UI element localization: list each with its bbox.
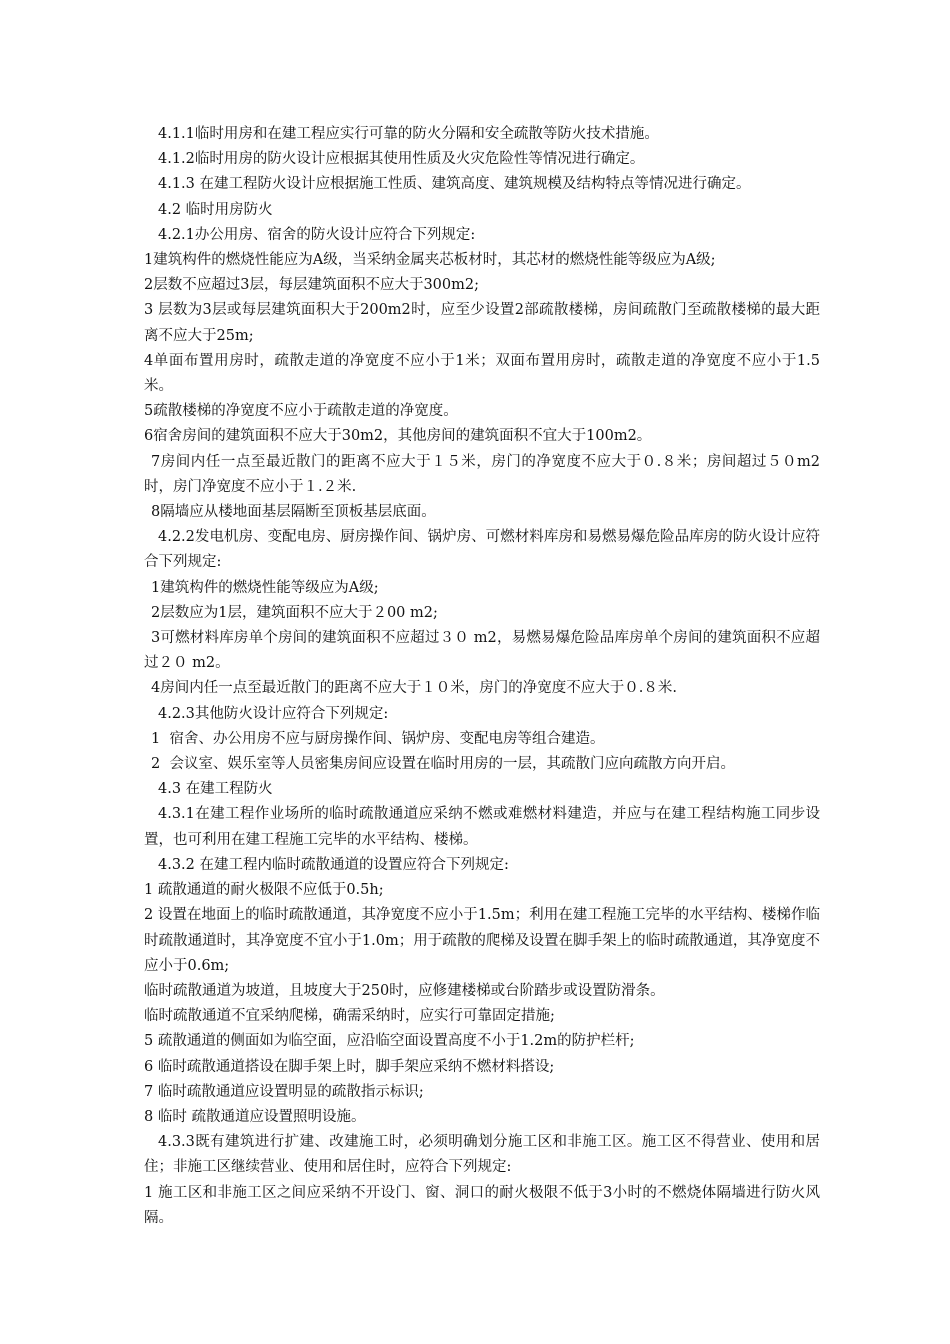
list-item: 6宿舍房间的建筑面积不应大于30m2，其他房间的建筑面积不宜大于100m2。 xyxy=(144,428,652,445)
list-item: 5疏散楼梯的净宽度不应小于疏散走道的净宽度。 xyxy=(144,403,458,420)
paragraph-4-1-3: 4.1.3 在建工程防火设计应根据施工性质、建筑高度、建筑规模及结构特点等情况进行确定。 xyxy=(158,176,751,193)
list-item: 3 层数为3层或每层建筑面积大于200m2时，应至少设置2部疏散楼梯，房间疏散门至疏散楼梯的最大距离不应大于25m; xyxy=(144,302,820,344)
list-item: 4单面布置用房时，疏散走道的净宽度不应小于1米；双面布置用房时，疏散走道的净宽度不应小于1.5米。 xyxy=(144,352,820,395)
list-item: 4房间内任一点至最近散门的距离不应大于１０米，房门的净宽度不应大于０.８米. xyxy=(151,680,677,697)
paragraph-4-2-2: 4.2.2发电机房、变配电房、厨房操作间、锅炉房、可燃材料库房和易燃易爆危险品库房的防火设计应符合下列规定: xyxy=(144,529,820,571)
list-item: 1建筑构件的燃烧性能等级应为A级; xyxy=(151,579,379,596)
list-item: 1 宿舍、办公用房不应与厨房操作间、锅炉房、变配电房等组合建造。 xyxy=(151,730,605,747)
list-item: 临时疏散通道不宜采纳爬梯，确需采纳时，应实行可靠固定措施; xyxy=(144,1008,555,1025)
section-heading-4-3: 4.3 在建工程防火 xyxy=(158,781,273,798)
list-item: 2层数应为1层，建筑面积不应大于２00 m2; xyxy=(151,604,438,621)
list-item: 7房间内任一点至最近散门的距离不应大于１５米，房门的净宽度不应大于０.８米；房间超过５０m2时，房门净宽度不应小于１.２米. xyxy=(144,453,820,495)
list-item: 2 会议室、娱乐室等人员密集房间应设置在临时用房的一层，其疏散门应向疏散方向开启。 xyxy=(151,756,735,773)
list-item: 1建筑构件的燃烧性能应为A级，当采纳金属夹芯板材时，其芯材的燃烧性能等级应为A级; xyxy=(144,252,716,269)
list-item: 1 施工区和非施工区之间应采纳不开设门、窗、洞口的耐火极限不低于3小时的不燃烧体隔墙进行防火风隔。 xyxy=(144,1184,820,1226)
list-item: 2层数不应超过3层，每层建筑面积不应大于300m2; xyxy=(144,277,479,294)
section-heading-4-2: 4.2 临时用房防火 xyxy=(158,201,273,218)
list-item: 5 疏散通道的侧面如为临空面，应沿临空面设置高度不小于1.2m的防护栏杆; xyxy=(144,1033,635,1050)
list-item: 临时疏散通道为坡道，且坡度大于250时，应修建楼梯或台阶踏步或设置防滑条。 xyxy=(144,982,665,999)
list-item: 6 临时疏散通道搭设在脚手架上时，脚手架应采纳不燃材料搭设; xyxy=(144,1058,555,1075)
list-item: 2 设置在地面上的临时疏散通道，其净宽度不应小于1.5m；利用在建工程施工完毕的水平结构、楼梯作临时疏散通道时，其净宽度不宜小于1.0m；用于疏散的爬梯及设置在脚手架上的临时疏散通道，其净宽度不应小于0.6m; xyxy=(144,907,820,974)
list-item: 7 临时疏散通道应设置明显的疏散指示标识; xyxy=(144,1083,424,1100)
paragraph-4-2-3: 4.2.3其他防火设计应符合下列规定: xyxy=(158,705,389,722)
paragraph-4-1-1: 4.1.1临时用房和在建工程应实行可靠的防火分隔和安全疏散等防火技术措施。 xyxy=(158,126,659,142)
paragraph-4-3-1: 4.3.1在建工程作业场所的临时疏散通道应采纳不燃或难燃材料建造，并应与在建工程结构施工同步设置，也可利用在建工程施工完毕的水平结构、楼梯。 xyxy=(144,806,820,848)
document-page xyxy=(144,122,820,1231)
list-item: 1 疏散通道的耐火极限不应低于0.5h; xyxy=(144,882,384,899)
paragraph-4-3-3: 4.3.3既有建筑进行扩建、改建施工时，必须明确划分施工区和非施工区。施工区不得营业、使用和居住；非施工区继续营业、使用和居住时，应符合下列规定: xyxy=(144,1134,820,1176)
paragraph-4-2-1: 4.2.1办公用房、宿舍的防火设计应符合下列规定: xyxy=(158,226,476,243)
paragraph-4-1-2: 4.1.2临时用房的防火设计应根据其使用性质及火灾危险性等情况进行确定。 xyxy=(158,151,645,168)
list-item: 3可燃材料库房单个房间的建筑面积不应超过３０ m2，易燃易爆危险品库房单个房间的建筑面积不应超过２０ m2。 xyxy=(144,630,820,672)
list-item: 8 临时 疏散通道应设置照明设施。 xyxy=(144,1108,366,1125)
paragraph-4-3-2: 4.3.2 在建工程内临时疏散通道的设置应符合下列规定: xyxy=(158,856,509,873)
list-item: 8隔墙应从楼地面基层隔断至顶板基层底面。 xyxy=(151,504,436,521)
